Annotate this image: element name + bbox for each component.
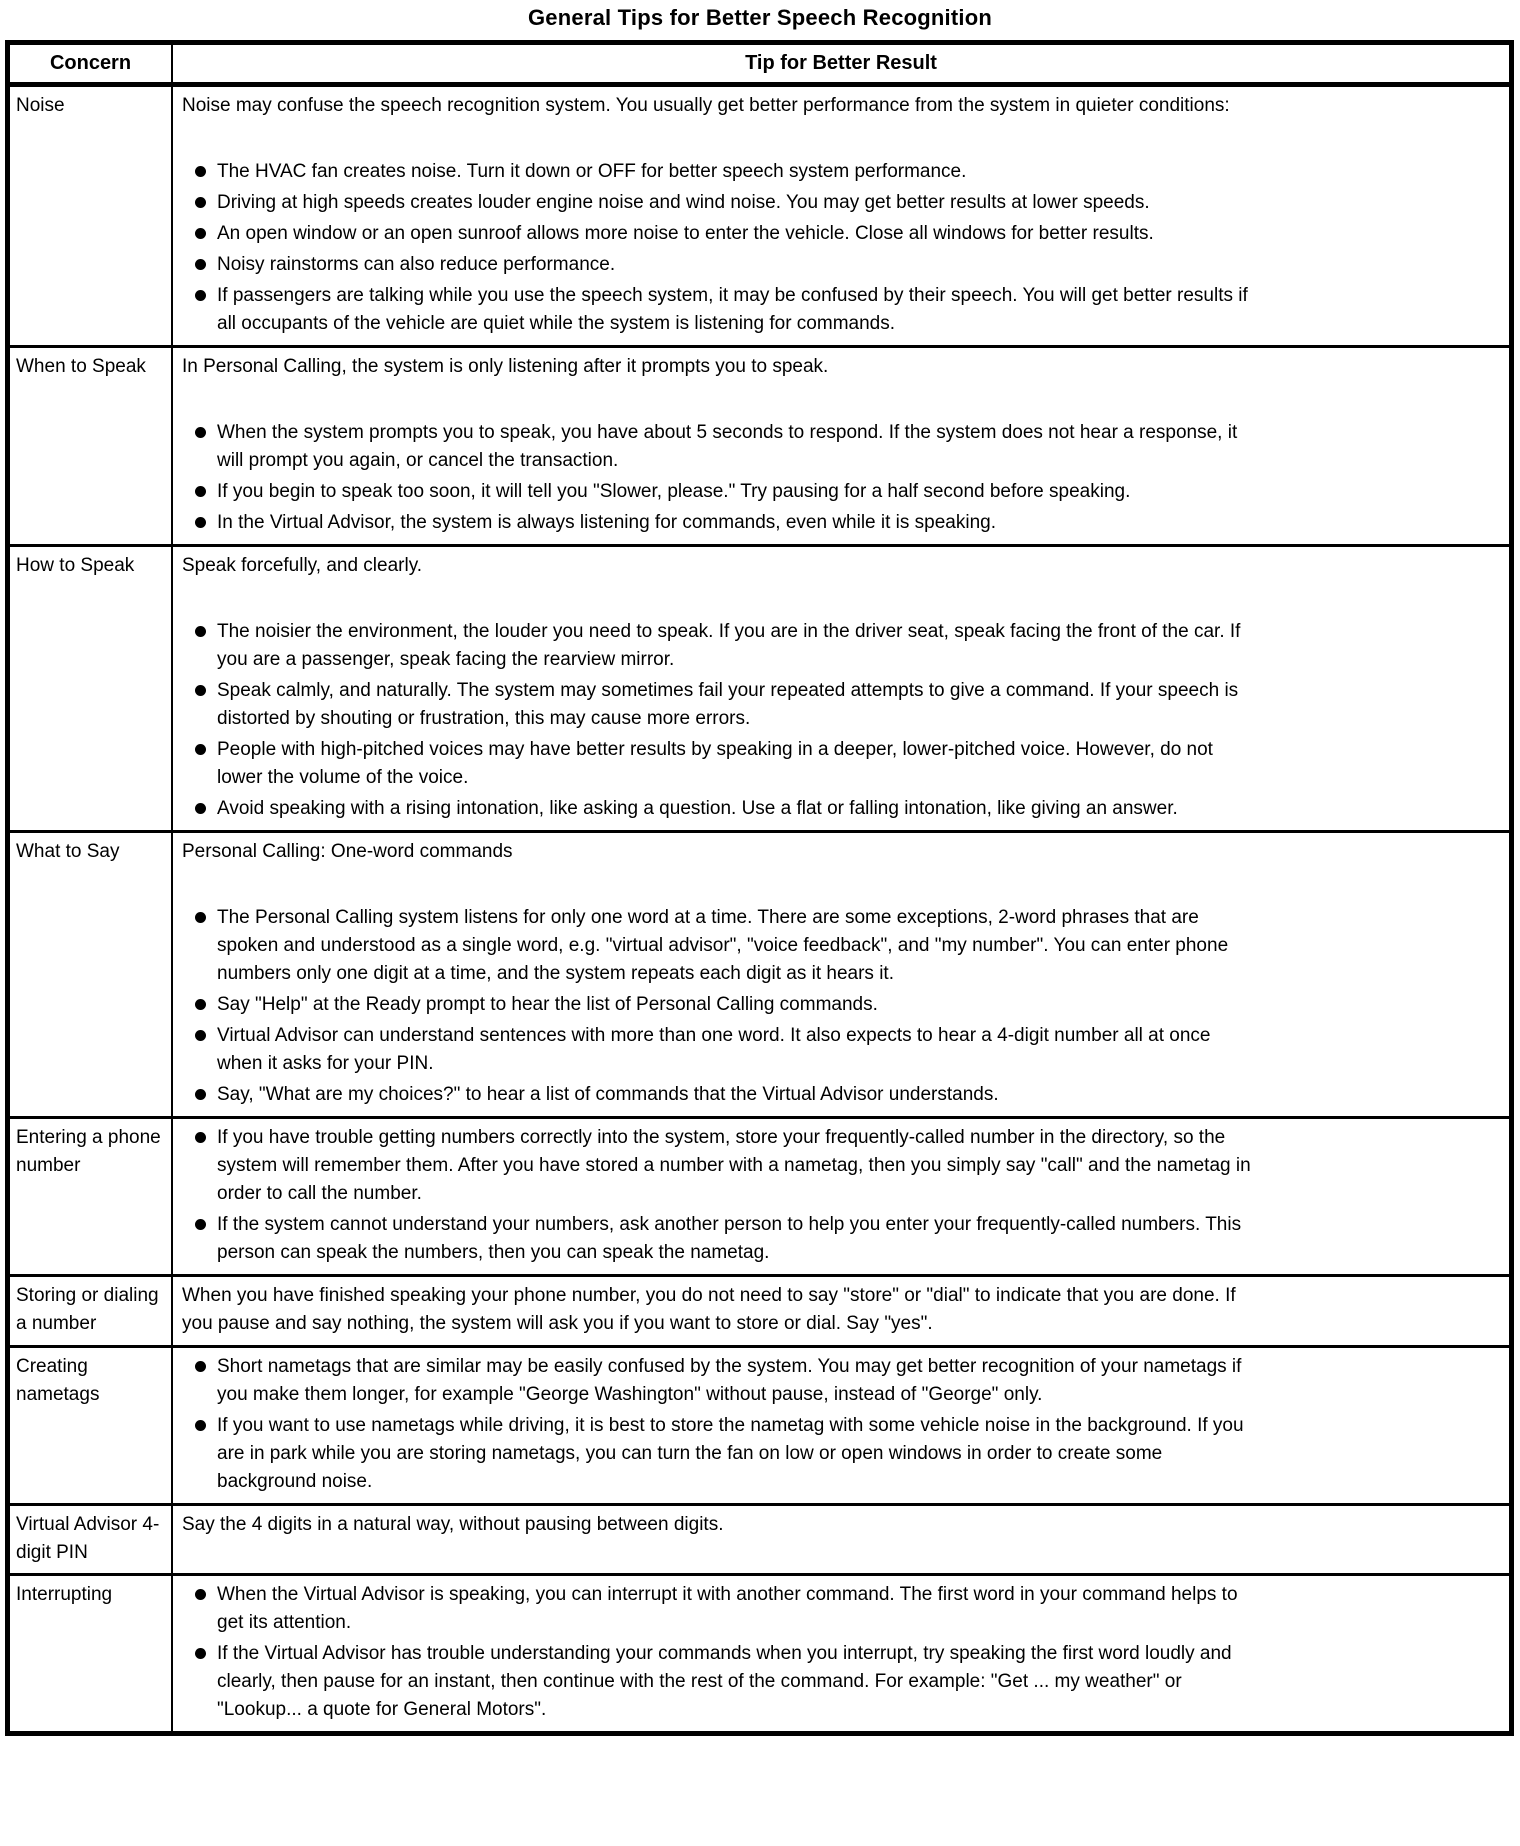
table-row: [10, 1345, 1509, 1503]
bullet-icon: [195, 197, 206, 208]
tip-bullet: [182, 1124, 1261, 1208]
tip-intro: Speak forcefully, and clearly.: [182, 555, 423, 576]
tip-cell: [173, 348, 1509, 544]
tip-bullet-text: In the Virtual Advisor, the system is always listening for commands, even while it is speaking.: [217, 512, 997, 533]
tip-bullet: [182, 736, 1261, 792]
tip-bullet-text: If passengers are talking while you use the speech system, it may be confused by their speech. You will get better results if all occupants of the vehicle are quiet while the system is listening for commands.: [217, 285, 1248, 334]
bullet-icon: [195, 166, 206, 177]
bullet-icon: [195, 228, 206, 239]
concern-cell: Entering a phone number: [10, 1119, 173, 1274]
concern-cell: Interrupting: [10, 1576, 173, 1731]
bullet-icon: [195, 1589, 206, 1600]
tip-bullet-text: If the Virtual Advisor has trouble understanding your commands when you interrupt, try speaking the first word loudly and clearly, then pause for an instant, then continue with the rest of the command. For example: "Get ... my weather" or "Lookup... a quote for General Motors".: [217, 1643, 1232, 1720]
tip-cell: [173, 547, 1509, 830]
tip-column-header: Tip for Better Result: [745, 52, 937, 74]
bullet-icon: [195, 427, 206, 438]
bullet-icon: [195, 803, 206, 814]
bullet-icon: [195, 1361, 206, 1372]
tip-bullet: [182, 1581, 1261, 1637]
concern-cell: Virtual Advisor 4-digit PIN: [10, 1506, 173, 1573]
tip-bullet: [182, 1211, 1261, 1267]
bullet-icon: [195, 1648, 206, 1659]
bullet-icon: [195, 1420, 206, 1431]
table-row: [10, 87, 1509, 345]
bullet-icon: [195, 1132, 206, 1143]
tip-bullet: [182, 251, 1261, 279]
tip-bullet: [182, 1640, 1261, 1724]
tip-bullet-text: When the system prompts you to speak, you have about 5 seconds to respond. If the system does not hear a response, it will prompt you again, or cancel the transaction.: [217, 422, 1238, 471]
tip-bullet: [182, 1081, 1261, 1109]
tip-bullet-text: Driving at high speeds creates louder engine noise and wind noise. You may get better results at lower speeds.: [217, 192, 1150, 213]
concern-cell: How to Speak: [10, 547, 173, 830]
concern-cell: Creating nametags: [10, 1348, 173, 1503]
bullet-icon: [195, 486, 206, 497]
table-row: [10, 830, 1509, 1116]
tip-bullet: [182, 158, 1261, 186]
tip-bullet-text: If you begin to speak too soon, it will tell you "Slower, please." Try pausing for a half second before speaking.: [217, 481, 1131, 502]
tip-bullet-text: If the system cannot understand your numbers, ask another person to help you enter your frequently-called numbers. This person can speak the numbers, then you can speak the nametag.: [217, 1214, 1242, 1263]
tip-bullet: [182, 1022, 1261, 1078]
tip-bullets: [182, 1581, 1261, 1724]
bullet-icon: [195, 290, 206, 301]
tip-bullet: [182, 991, 1261, 1019]
tip-bullet-text: Avoid speaking with a rising intonation, like asking a question. Use a flat or falling intonation, like giving an answer.: [217, 798, 1178, 819]
table-row: [10, 1116, 1509, 1274]
tip-bullet: [182, 509, 1261, 537]
tip-bullet: [182, 282, 1261, 338]
concern-cell: When to Speak: [10, 348, 173, 544]
tip-bullet-text: An open window or an open sunroof allows more noise to enter the vehicle. Close all windows for better results.: [217, 223, 1154, 244]
tip-bullet-text: Noisy rainstorms can also reduce performance.: [217, 254, 616, 275]
tip-bullet-text: People with high-pitched voices may have better results by speaking in a deeper, lower-pitched voice. However, do not lower the volume of the voice.: [217, 739, 1213, 788]
tip-intro: Personal Calling: One-word commands: [182, 841, 513, 862]
tip-intro: Noise may confuse the speech recognition system. You usually get better performance from the system in quieter conditions:: [182, 95, 1230, 116]
tip-cell: [173, 1277, 1509, 1345]
tip-cell: [173, 1119, 1509, 1274]
bullet-icon: [195, 1030, 206, 1041]
concern-cell: Noise: [10, 87, 173, 345]
bullet-icon: [195, 744, 206, 755]
tip-bullets: [182, 618, 1261, 823]
tip-bullet: [182, 478, 1261, 506]
table-body: [10, 87, 1509, 1731]
table-row: [10, 345, 1509, 544]
tip-cell: [173, 1348, 1509, 1503]
tip-bullet: [182, 677, 1261, 733]
tip-cell: [173, 87, 1509, 345]
tip-bullet: [182, 795, 1261, 823]
tip-bullet: [182, 618, 1261, 674]
bullet-icon: [195, 1089, 206, 1100]
tip-intro: Say the 4 digits in a natural way, without pausing between digits.: [182, 1514, 724, 1535]
concern-column-header: Concern: [10, 45, 173, 82]
tip-bullet-text: Say, "What are my choices?" to hear a list of commands that the Virtual Advisor understands.: [217, 1084, 999, 1105]
speech-tips-table: [5, 40, 1514, 1736]
tip-bullet-text: Short nametags that are similar may be easily confused by the system. You may get better recognition of your nametags if you make them longer, for example "George Washington" without pause, instead of "George" only.: [217, 1356, 1242, 1405]
bullet-icon: [195, 259, 206, 270]
table-row: [10, 1573, 1509, 1731]
tip-bullet-text: Virtual Advisor can understand sentences with more than one word. It also expects to hear a 4-digit number all at once when it asks for your PIN.: [217, 1025, 1211, 1074]
tip-bullet: [182, 1353, 1261, 1409]
bullet-icon: [195, 1219, 206, 1230]
concern-cell: Storing or dialing a number: [10, 1277, 173, 1345]
table-header-row: [10, 45, 1509, 87]
tip-bullet-text: The HVAC fan creates noise. Turn it down or OFF for better speech system performance.: [217, 161, 967, 182]
table-row: [10, 544, 1509, 830]
tip-cell: [173, 833, 1509, 1116]
bullet-icon: [195, 999, 206, 1010]
tip-intro: In Personal Calling, the system is only listening after it prompts you to speak.: [182, 356, 829, 377]
tip-bullet-text: Say "Help" at the Ready prompt to hear the list of Personal Calling commands.: [217, 994, 878, 1015]
tip-bullet: [182, 189, 1261, 217]
tip-bullet-text: If you want to use nametags while driving, it is best to store the nametag with some vehicle noise in the background. If you are in park while you are storing nametags, you can turn the fan on low or open windows in order to create some background noise.: [217, 1415, 1244, 1492]
bullet-icon: [195, 517, 206, 528]
tip-cell: [173, 1506, 1509, 1573]
tip-bullet: [182, 1412, 1261, 1496]
tip-bullets: [182, 904, 1261, 1109]
tip-bullet-text: If you have trouble getting numbers correctly into the system, store your frequently-called number in the directory, so the system will remember them. After you have stored a number with a nametag, then you simply say "call" and the nametag in order to call the number.: [217, 1127, 1251, 1204]
tip-bullets: [182, 1124, 1261, 1267]
bullet-icon: [195, 685, 206, 696]
bullet-icon: [195, 912, 206, 923]
table-row: [10, 1274, 1509, 1345]
tip-bullet-text: When the Virtual Advisor is speaking, you can interrupt it with another command. The first word in your command helps to get its attention.: [217, 1584, 1238, 1633]
tip-bullets: [182, 419, 1261, 537]
tip-bullet-text: The Personal Calling system listens for only one word at a time. There are some exceptions, 2-word phrases that are spoken and understood as a single word, e.g. "virtual advisor", "voice feedback", and "my number". You can enter phone numbers only one digit at a time, and the system repeats each digit as it hears it.: [217, 907, 1229, 984]
tip-intro: When you have finished speaking your phone number, you do not need to say "store" or "dial" to indicate that you are done. If you pause and say nothing, the system will ask you if you want to store or dial. Say "yes".: [182, 1285, 1236, 1334]
tip-bullet: [182, 904, 1261, 988]
tip-bullets: [182, 158, 1261, 338]
table-row: [10, 1503, 1509, 1573]
tip-bullet-text: The noisier the environment, the louder you need to speak. If you are in the driver seat, speak facing the front of the car. If you are a passenger, speak facing the rearview mirror.: [217, 621, 1241, 670]
concern-cell: What to Say: [10, 833, 173, 1116]
tip-bullet: [182, 220, 1261, 248]
tip-cell: [173, 1576, 1509, 1731]
tip-bullet-text: Speak calmly, and naturally. The system may sometimes fail your repeated attempts to give a command. If your speech is distorted by shouting or frustration, this may cause more errors.: [217, 680, 1239, 729]
tip-bullet: [182, 419, 1261, 475]
page-title: General Tips for Better Speech Recognition: [528, 5, 992, 30]
bullet-icon: [195, 626, 206, 637]
tip-bullets: [182, 1353, 1261, 1496]
